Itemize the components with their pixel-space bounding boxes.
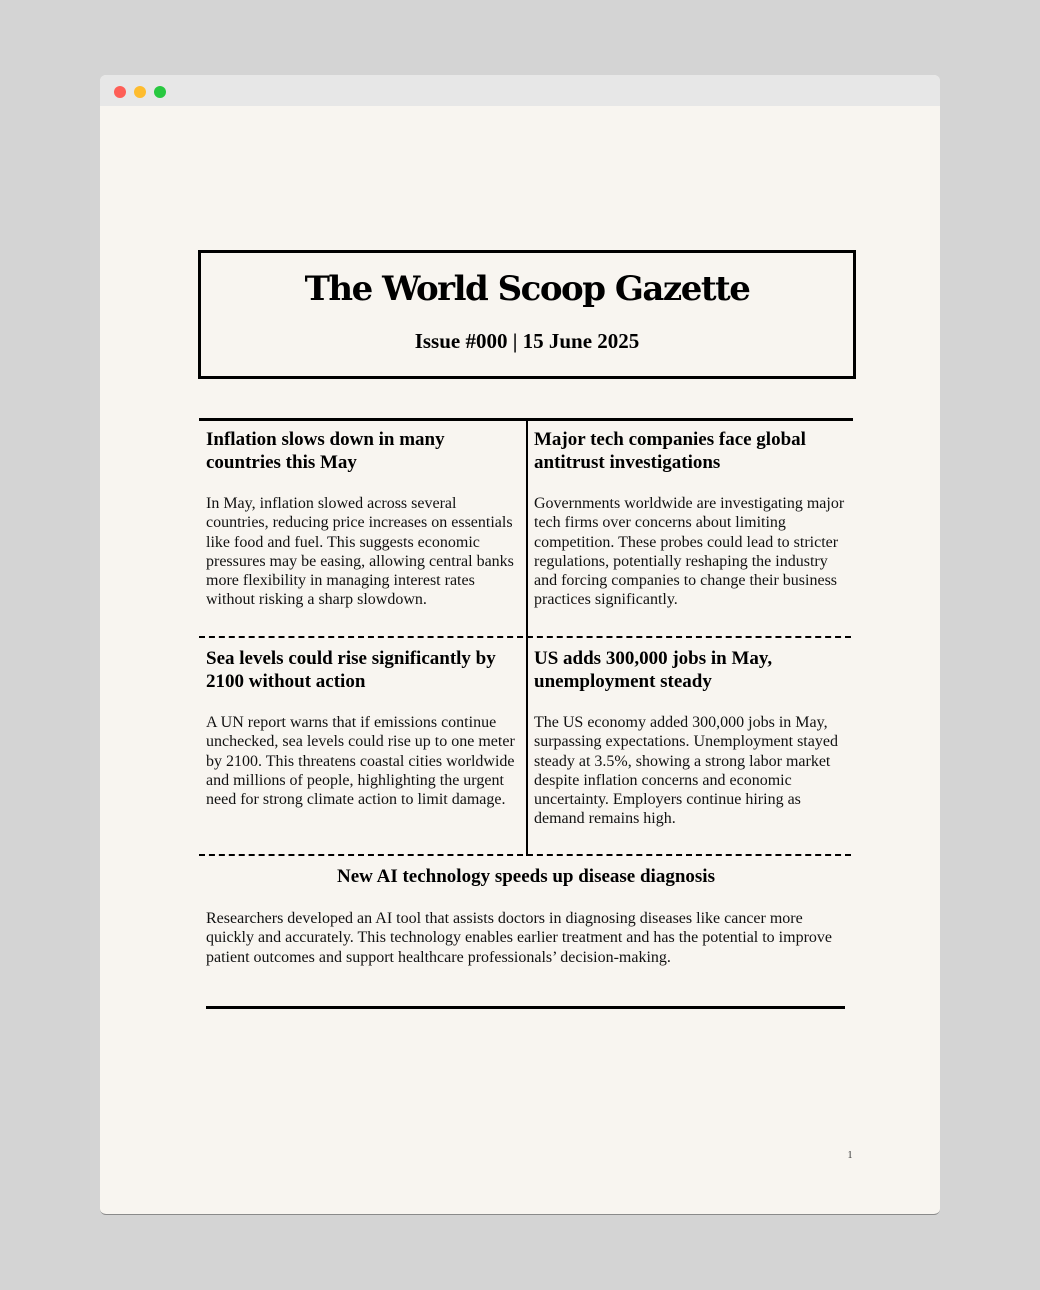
- article-tech-antitrust: [534, 428, 846, 610]
- article-headline: Major tech companies face global antitrust investigations: [534, 429, 806, 473]
- issue-date-line: Issue #000 | 15 June 2025: [414, 329, 640, 353]
- article-ai-diagnosis: [206, 865, 846, 967]
- article-body: Governments worldwide are investigating major tech firms over concerns about limiting competition. These probes could lead to stricter regulations, potentially reshaping the industry and forcing companies to change their business practices significantly.: [534, 495, 845, 609]
- column-divider: [526, 421, 528, 856]
- row-divider-dashed: [199, 854, 851, 856]
- article-body: A UN report warns that if emissions continue unchecked, sea levels could rise up to one meter by 2100. This threatens coastal cities worldwide and millions of people, highlighting the urgent need for strong climate action to limit damage.: [206, 714, 515, 809]
- article-headline: New AI technology speeds up disease diagnosis: [337, 866, 715, 887]
- article-headline: Sea levels could rise significantly by 2100 without action: [206, 648, 496, 692]
- minimize-window-button[interactable]: [134, 86, 146, 98]
- maximize-window-button[interactable]: [154, 86, 166, 98]
- page-number: 1: [847, 1150, 853, 1161]
- article-sea-levels: [206, 647, 518, 809]
- article-inflation: [206, 428, 518, 610]
- article-headline: US adds 300,000 jobs in May, unemployment steady: [534, 648, 773, 692]
- window-titlebar: [100, 75, 940, 106]
- document-window: [100, 75, 940, 1215]
- bottom-rule-divider: [206, 1006, 845, 1009]
- article-us-jobs: [534, 647, 846, 829]
- newspaper-title: The World Scoop Gazette: [304, 269, 750, 309]
- article-body: In May, inflation slowed across several countries, reducing price increases on essentials like food and fuel. This suggests economic pressures may be easing, allowing central banks more flexibility in managing interest rates without risking a sharp slowdown.: [206, 495, 514, 609]
- article-body: Researchers developed an AI tool that assists doctors in diagnosing diseases like cancer more quickly and accurately. This technology enables earlier treatment and has the potential to improve patient outcomes and support healthcare professionals’ decision-making.: [206, 910, 832, 966]
- masthead: [198, 250, 856, 379]
- close-window-button[interactable]: [114, 86, 126, 98]
- article-headline: Inflation slows down in many countries this May: [206, 429, 445, 473]
- row-divider-dashed: [199, 636, 851, 638]
- article-body: The US economy added 300,000 jobs in May, surpassing expectations. Unemployment stayed steady at 3.5%, showing a strong labor market despite inflation concerns and economic uncertainty. Employers continue hiring as demand remains high.: [534, 714, 838, 828]
